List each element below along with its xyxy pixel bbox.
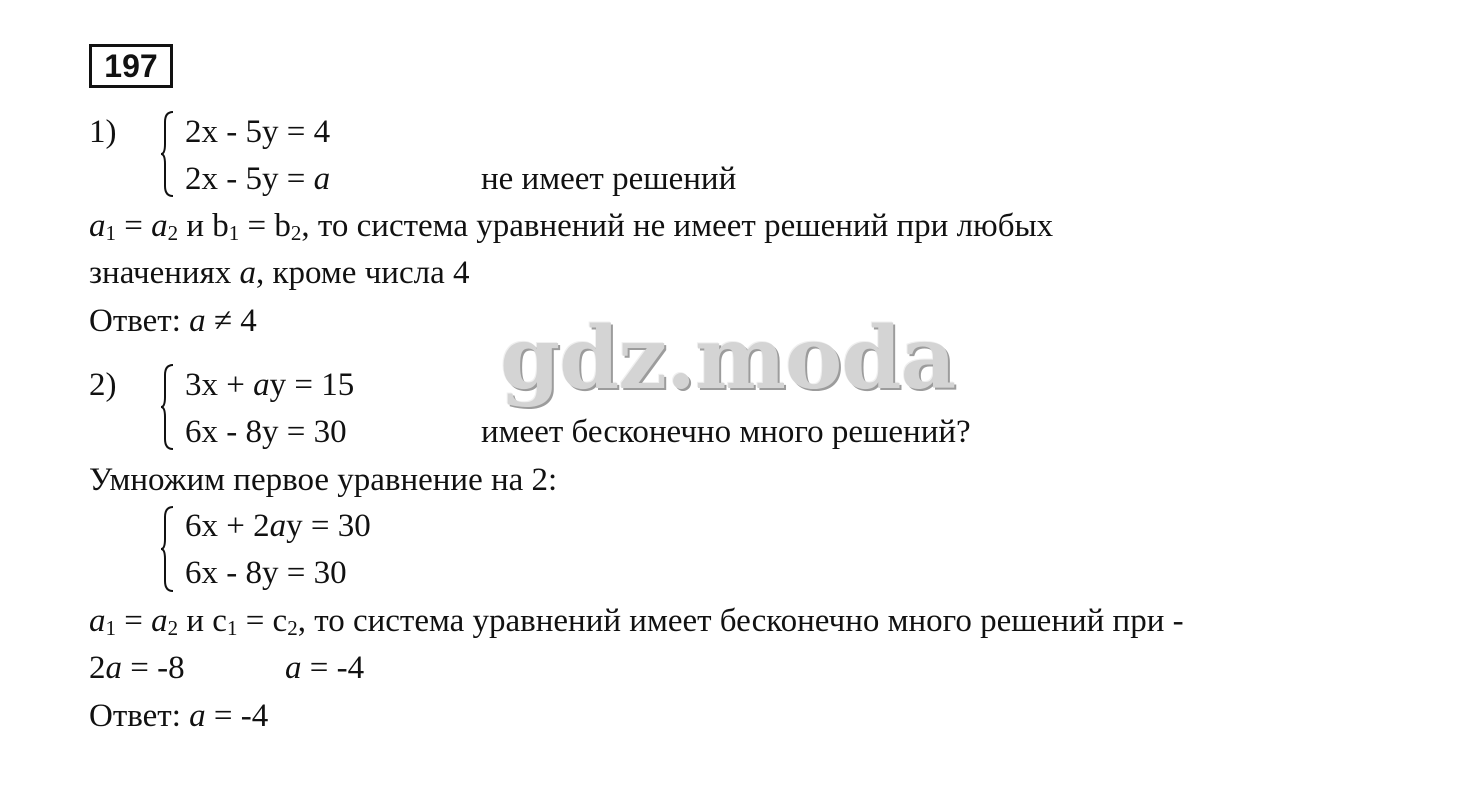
part2-multiplied-system-brace [160,505,174,593]
part1-equation-1: 2x - 5y = 4 [185,114,331,150]
watermark-logo: gdz.moda [500,308,956,409]
part2-multiplied-equation-2: 6x - 8y = 30 [185,555,347,591]
part2-calc-2: a = -4 [285,650,365,686]
part1-answer: Ответ: a ≠ 4 [89,303,257,339]
part2-system-brace [160,363,174,451]
part2-condition: имеет бесконечно много решений? [481,414,971,450]
part1-equation-2: 2x - 5y = a [185,161,331,197]
part2-equation-2: 6x - 8y = 30 [185,414,347,450]
part2-equation-1: 3x + ay = 15 [185,367,355,403]
part1-condition: не имеет решений [481,161,737,197]
part1-reasoning-cont: значениях a, кроме числа 4 [89,255,470,291]
part2-multiply-text: Умножим первое уравнение на 2: [89,462,558,498]
part1-system-brace [160,110,174,198]
part2-reasoning: $a_1 = a_2$ и $c_1 = c_2$, то система уравнений имеет бесконечно много решений при - [89,603,1184,640]
problem-number: 197 [89,44,173,88]
part2-answer: Ответ: a = -4 [89,698,269,734]
part2-label: 2) [89,367,117,403]
part2-calc-1: 2a = -8 [89,650,185,686]
part1-reasoning: $a_1 = a_2$ и $b_1 = b_2$, то система уравнений не имеет решений при любых [89,208,1054,245]
part1-label: 1) [89,114,117,150]
part2-multiplied-equation-1: 6x + 2ay = 30 [185,508,371,544]
